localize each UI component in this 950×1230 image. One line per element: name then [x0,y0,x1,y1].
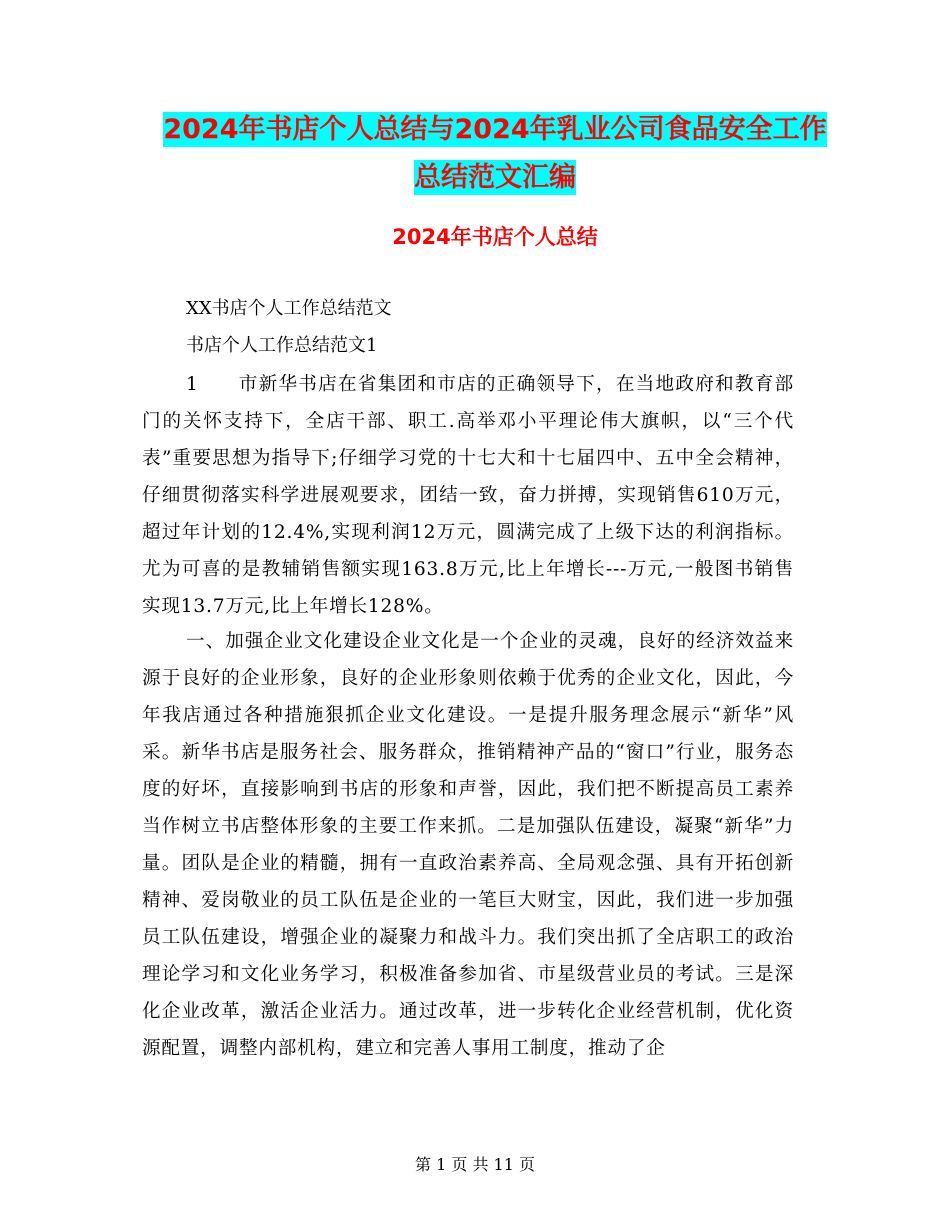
document-title [140,106,850,202]
subheading-2: 书店个人工作总结范文1 [186,335,378,356]
page-number-label: 第 1 页 共 11 页 [415,1155,535,1174]
document-title-line1: 2024年书店个人总结与2024年乳业公司食品安全工作 [163,114,827,145]
body-paragraph-2: 一、加强企业文化建设企业文化是一个企业的灵魂，良好的经济效益来源于良好的企业形象，良好的企业形象则依赖于优秀的企业文化，因此，今年我店通过各种措施狠抓企业文化建设。一是提升服务理念展示“新华”风采。新华书店是服务社会、服务群众，推销精神产品的“窗口”行业，服务态度的好坏，直接影响到书店的形象和声誉，因此，我们把不断提高员工素养当作树立书店整体形象的主要工作来抓。二是加强队伍建设，凝聚“新华”力量。团队是企业的精髓，拥有一直政治素养高、全局观念强、具有开拓创新精神、爱岗敬业的员工队伍是企业的一笔巨大财宝，因此，我们进一步加强员工队伍建设，增强企业的凝聚力和战斗力。我们突出抓了全店职工的政治理论学习和文化业务学习，积极准备参加省、市星级营业员的考试。三是深化企业改革，激活企业活力。通过改革，进一步转化企业经营机制，优化资源配置，调整内部机构，建立和完善人事用工制度，推动了企 [142,631,794,1059]
page-footer [0,1153,950,1177]
body-paragraph-1: 1 市新华书店在省集团和市店的正确领导下，在当地政府和教育部门的关怀支持下，全店干部、职工.高举邓小平理论伟大旗帜，以“三个代表”重要思想为指导下;仔细学习党的十七大和十七届四中、五中全会精神，仔细贯彻落实科学进展观要求，团结一致，奋力拼搏，实现销售610万元，超过年计划的12.4%,实现利润12万元，圆满完成了上级下达的利润指标。尤为可喜的是教辅销售额实现163.8万元,比上年增长---万元,一般图书销售实现13.7万元,比上年增长128%。 [142,374,794,617]
section-title: 2024年书店个人总结 [392,225,598,249]
document-title-line2: 总结范文汇编 [414,162,576,193]
subheading-1: XX书店个人工作总结范文 [186,298,392,319]
